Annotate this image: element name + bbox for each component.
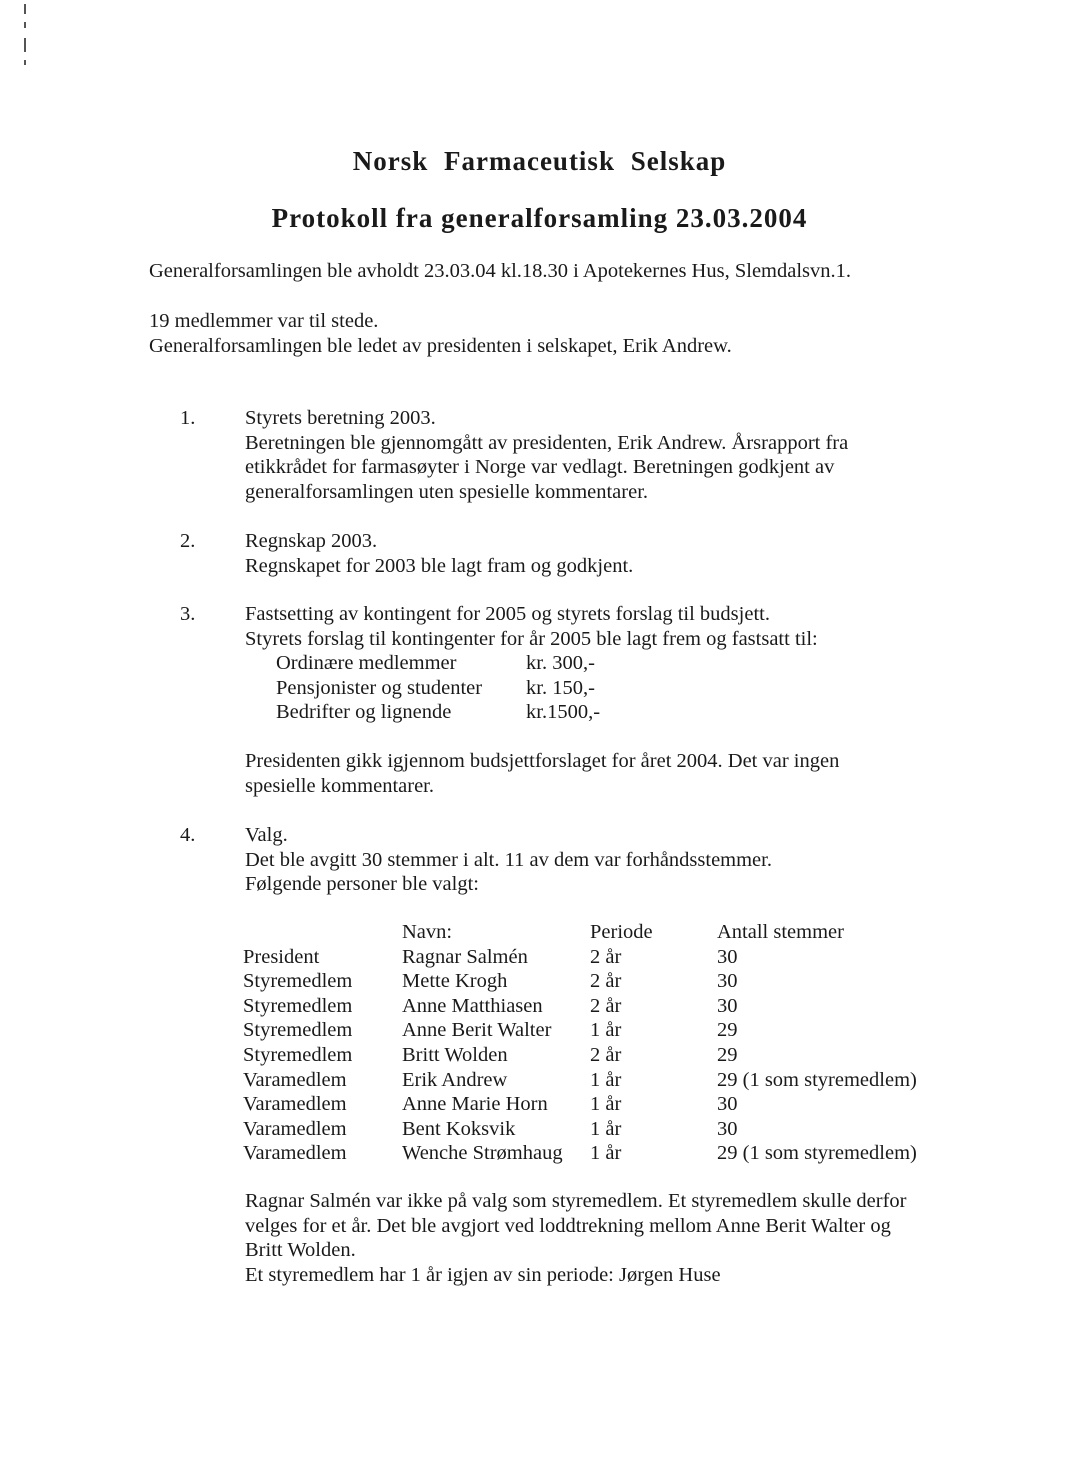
column-header: Periode xyxy=(590,921,653,943)
item-line: generalforsamlingen uten spesielle kommentarer. xyxy=(245,480,649,503)
votes-cell: 30 xyxy=(717,945,738,968)
item-number: 3. xyxy=(180,603,196,625)
organization-title: Norsk Farmaceutisk Selskap xyxy=(352,146,727,176)
item-line: Britt Wolden. xyxy=(245,1239,356,1261)
item-heading: Styrets beretning 2003. xyxy=(245,407,436,429)
table-row xyxy=(243,969,943,994)
fee-category: Ordinære medlemmer xyxy=(276,652,457,674)
votes-cell: 30 xyxy=(717,970,738,993)
period-cell: 1 år xyxy=(590,1142,622,1165)
item-4-closing-text xyxy=(245,1189,907,1287)
binder-marks xyxy=(18,0,38,80)
votes-cell: 30 xyxy=(717,1117,738,1140)
item-line: Et styremedlem har 1 år igjen av sin periode: Jørgen Huse xyxy=(245,1263,721,1286)
role-cell: Varamedlem xyxy=(243,1117,347,1140)
meeting-info: Generalforsamlingen ble avholdt 23.03.04 kl.18.30 i Apotekernes Hus, Slemdalsvn.1. xyxy=(149,260,852,282)
item-2-text xyxy=(245,529,633,578)
period-cell: 1 år xyxy=(590,1019,622,1042)
item-line: Styrets forslag til kontingenter for år 2005 ble lagt frem og fastsatt til: xyxy=(245,627,818,650)
item-3-text xyxy=(245,602,818,651)
fee-category: Pensjonister og studenter xyxy=(276,676,483,699)
role-cell: Varamedlem xyxy=(243,1068,347,1091)
period-cell: 1 år xyxy=(590,1093,622,1116)
item-number: 2. xyxy=(180,530,196,552)
item-heading: Fastsetting av kontingent for 2005 og styrets forslag til budsjett. xyxy=(245,603,770,625)
fee-category: Bedrifter og lignende xyxy=(276,701,452,723)
item-number: 4. xyxy=(180,824,196,846)
item-line: Regnskapet for 2003 ble lagt fram og godkjent. xyxy=(245,554,634,577)
fee-table xyxy=(276,651,636,725)
period-cell: 1 år xyxy=(590,1068,622,1091)
votes-cell: 29 xyxy=(717,1043,738,1066)
period-cell: 2 år xyxy=(590,994,622,1017)
fee-amount: kr. 300,- xyxy=(526,652,595,674)
table-row xyxy=(243,1043,943,1068)
name-cell: Erik Andrew xyxy=(402,1068,508,1091)
fee-row xyxy=(276,700,636,725)
item-4-text xyxy=(245,823,772,897)
item-line: Presidenten gikk igjennom budsjettforslaget for året 2004. Det var ingen xyxy=(245,750,840,772)
role-cell: President xyxy=(243,945,320,968)
period-cell: 2 år xyxy=(590,945,622,968)
column-header: Navn: xyxy=(402,921,453,943)
item-line: Ragnar Salmén var ikke på valg som styremedlem. Et styremedlem skulle derfor xyxy=(245,1190,907,1212)
role-cell: Varamedlem xyxy=(243,1093,347,1116)
name-cell: Mette Krogh xyxy=(402,970,508,993)
item-heading: Regnskap 2003. xyxy=(245,530,378,552)
period-cell: 2 år xyxy=(590,1043,622,1066)
role-cell: Styremedlem xyxy=(243,1043,353,1066)
table-row xyxy=(243,1092,943,1117)
table-row xyxy=(243,945,943,970)
table-row xyxy=(243,994,943,1019)
column-header: Antall stemmer xyxy=(717,921,844,943)
attendance-text: 19 medlemmer var til stede. xyxy=(149,310,379,332)
table-header-row xyxy=(243,920,943,945)
chair-text: Generalforsamlingen ble ledet av presidenten i selskapet, Erik Andrew. xyxy=(149,335,732,357)
item-line: spesielle kommentarer. xyxy=(245,774,434,797)
role-cell: Styremedlem xyxy=(243,970,353,993)
fee-amount: kr. 150,- xyxy=(526,676,595,699)
election-table xyxy=(243,920,943,1166)
fee-amount: kr.1500,- xyxy=(526,701,601,723)
votes-cell: 29 (1 som styremedlem) xyxy=(717,1068,917,1091)
name-cell: Bent Koksvik xyxy=(402,1117,516,1140)
votes-cell: 30 xyxy=(717,994,738,1017)
item-line: Følgende personer ble valgt: xyxy=(245,873,479,895)
item-line: Det ble avgitt 30 stemmer i alt. 11 av dem var forhåndsstemmer. xyxy=(245,848,772,871)
votes-cell: 29 (1 som styremedlem) xyxy=(717,1142,917,1165)
votes-cell: 30 xyxy=(717,1093,738,1116)
name-cell: Anne Marie Horn xyxy=(402,1093,548,1116)
role-cell: Varamedlem xyxy=(243,1142,347,1165)
item-heading: Valg. xyxy=(245,824,288,846)
item-number: 1. xyxy=(180,407,196,429)
item-line: etikkrådet for farmasøyter i Norge var vedlagt. Beretningen godkjent av xyxy=(245,456,835,478)
period-cell: 2 år xyxy=(590,970,622,993)
item-line: Beretningen ble gjennomgått av presidenten, Erik Andrew. Årsrapport fra xyxy=(245,431,849,454)
table-row xyxy=(243,1117,943,1142)
fee-row xyxy=(276,651,636,676)
role-cell: Styremedlem xyxy=(243,1019,353,1042)
name-cell: Ragnar Salmén xyxy=(402,945,528,968)
name-cell: Anne Berit Walter xyxy=(402,1019,552,1042)
item-line: velges for et år. Det ble avgjort ved loddtrekning mellom Anne Berit Walter og xyxy=(245,1214,891,1237)
role-cell: Styremedlem xyxy=(243,994,353,1017)
item-3-budget-text xyxy=(245,749,839,798)
votes-cell: 29 xyxy=(717,1019,738,1042)
table-row xyxy=(243,1141,943,1166)
fee-row xyxy=(276,676,636,701)
document-title: Protokoll fra generalforsamling 23.03.2004 xyxy=(271,203,808,233)
name-cell: Wenche Strømhaug xyxy=(402,1142,563,1165)
name-cell: Britt Wolden xyxy=(402,1043,508,1066)
table-row xyxy=(243,1018,943,1043)
item-1-text xyxy=(245,406,848,504)
period-cell: 1 år xyxy=(590,1117,622,1140)
name-cell: Anne Matthiasen xyxy=(402,994,543,1017)
table-row xyxy=(243,1068,943,1093)
